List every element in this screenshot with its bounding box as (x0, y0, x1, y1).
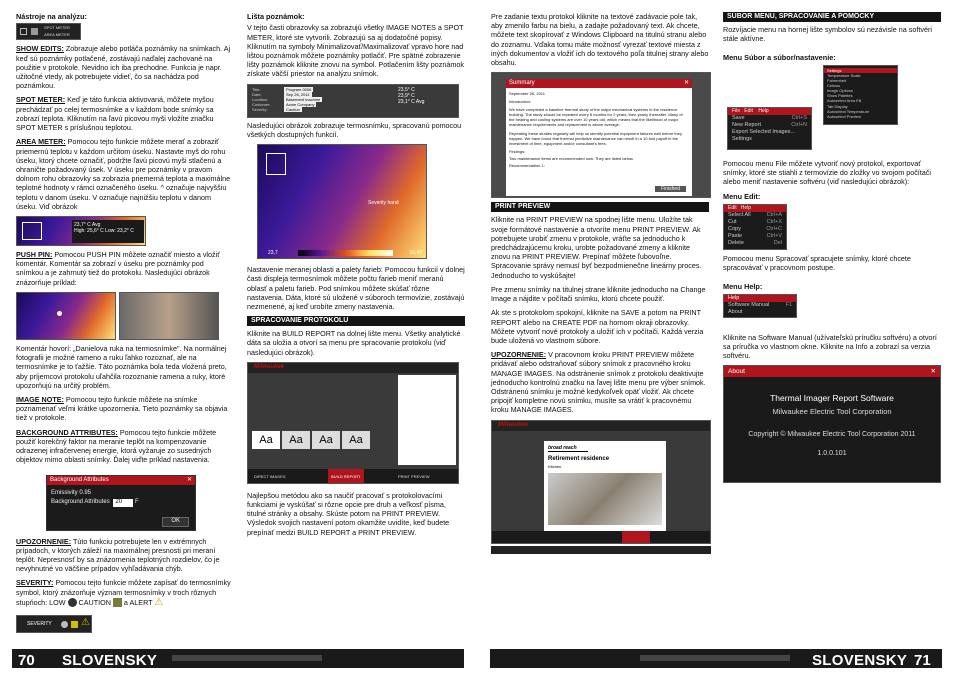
menubar (728, 108, 811, 115)
menu-item-label: Select All (728, 211, 751, 218)
font-option[interactable]: Aa (312, 431, 340, 449)
section-build-report: SPRACOVANIE PROTOKOLU (247, 316, 465, 326)
menu-item[interactable] (724, 240, 786, 247)
photo-hand-image (119, 292, 219, 340)
heading-edit: Menu Edit: (723, 192, 761, 202)
menu-item-shortcut: F1 (785, 301, 792, 308)
column-3 (491, 12, 709, 554)
page-number: 70 (18, 652, 35, 669)
area-readout: 23,7° C Avg High: 25,6° C Low: 23,2° C (72, 220, 144, 243)
language-label: SLOVENSKY (62, 652, 158, 669)
para-najlepsou: Najlepšou metódou ako sa naučiť pracovať s protokolovacími funkciami je vyskúšať si rôzne opcie pre druh a veľkosť písma, titulné stránky a obsahy. Skúste potom na PRINT PREVIEW. Výsledok svojich nastavení potom okamžite uvidíte, keď budete prepínať medzi BUILD REPORT a PRINT PREVIEW. (247, 490, 450, 537)
about-product: Thermal Imager Report Software (770, 393, 894, 404)
column-2 (247, 12, 465, 542)
footer-stripe (172, 655, 322, 661)
file-figures (723, 65, 941, 155)
para-severity: SEVERITY: Pomocou tejto funkcie môžete zapísať do termosnímky symbol, ktorý znázorňuje význam termosnímky v troch rôznych stupňoch: LOW CAUTION a ALERT ⚠ (16, 578, 231, 608)
settings-item[interactable]: Show Palettes (827, 93, 853, 99)
menu-item-shortcut: Del (773, 239, 782, 246)
notes-value: Program 0006 (286, 86, 312, 92)
background-attributes-dialog (46, 475, 196, 531)
menu-item[interactable] (728, 129, 811, 136)
para-save: Ak ste s protokolom spokojní, kliknite na SAVE a potom na PRINT REPORT alebo na CREATE PDF na hornom okraji obrazovky. Môžete vytvoriť nové protokoly a uložiť ich v počítači. Každá verzia bude uložená vo vlastnom súbore. (491, 308, 704, 345)
language-label: SLOVENSKY (812, 652, 908, 669)
background-value-input[interactable]: 20 (113, 499, 133, 507)
about-copyright: Copyright © Milwaukee Electric Tool Corporation 2011 (748, 430, 916, 438)
settings-menu (823, 65, 898, 125)
print-preview-button[interactable]: PRINT PREVIEW (398, 473, 430, 479)
notes-key: Date: (252, 91, 262, 97)
menu-item-label: Copy (728, 225, 741, 232)
notes-value: Caution (286, 107, 300, 113)
tool-label-spot: SPOT METER (44, 25, 70, 31)
menu-item-label: Help (728, 294, 740, 301)
scale-min: 23,7 (268, 249, 278, 256)
low-severity-icon (68, 598, 77, 607)
preview-photo (548, 473, 662, 525)
menu-item-label: Paste (728, 232, 743, 239)
menu-edit[interactable]: Edit (728, 204, 737, 211)
summary-screen (491, 72, 711, 198)
para-area-meter: AREA METER: Pomocou tejto funkcie môžete merať a zobraziť priemernú teplotu v každom určitom úseku. Nastavte myš do rohu úseku, ktorý chcete označiť, podržte ľavú picovú myši stlačenú a ohraničte požadovaný úsek. V úseku pre poznámky v pravom dolnom rohu obrazovky sa zobrazia priemerná teplota a maximálne teplotné hodnoty v rámci označeného úseku. ^ označuje najvyššiu teplotu v danom úseku. V označuje najnižšiu teplotu v danom úseku. Viď obrázok (16, 137, 231, 211)
menu-item[interactable] (724, 309, 796, 316)
menu-item-label: About (728, 308, 743, 315)
settings-item[interactable]: Tab Display (827, 103, 848, 109)
para-show-edits: SHOW EDITS: Zobrazuje alebo potláča poznámky na snímkach. Aj keď sú poznámky potlačené, zostávajú naďalej zachované na použitie v protokole. Nevidno ich iba prechodne. Funkcia je napr. užitočné vtedy, ak potrebujete vidieť, čo sa nachádza pod poznámkou. (16, 44, 231, 91)
page-number: 71 (914, 652, 931, 669)
figure-bar (491, 546, 711, 554)
bottom-menu (492, 531, 710, 543)
font-option[interactable]: Aa (342, 431, 370, 449)
bottom-menu (248, 469, 458, 483)
para-palety: Nastavenie meranej oblasti a palety farieb: Pomocou funkcií v dolnej časti displeja termosnímok môžete počtu farieb meniť meranú oblasť a paletu farieb. Pod snímkou môžete skúšať rôzne nastavenia. Dáta, ktoré sú uložené v súboroch termovízie, zostávajú nezmenené, aj keď urobíte zmeny nastavenia. (247, 265, 465, 311)
severity-toolbar (16, 615, 92, 633)
build-report-screen (247, 362, 459, 484)
annotated-thermal-figure (257, 144, 427, 259)
para-build: Kliknite na BUILD REPORT na dolnej lište menu. Všetky analytické dáta sa uložia a otvorí sa menu pre spracovanie protokolu (viď nasledujúci obrázok). (247, 329, 461, 357)
menu-item[interactable] (724, 212, 786, 219)
menu-help[interactable]: Help (758, 107, 769, 114)
notes-values: 23,5° C 23,9° C 23,1° C Avg (398, 86, 425, 106)
summary-body: September 26, 2011 Introduction: We have completed a baseline thermal study of the major mechanical systems in the residence building. The study should be repeated every 6 months for 2 years, then yearly thereafter. Many of the heating and cooling systems are over 10 years old, which means that the likelihood of major maintenance requirements and replacement is above average. Repeating these studies regularly will help us identify potential equipment failures well before they happen. We have found that thermal predictive maintenance can result in a 10-fold payoff in the investment of time, equipment and/or consultant's fees. Findings: Two maintenance items are recommended now. They are listed below. Recommendation 1: (506, 88, 692, 196)
para-edit: Pomocou menu Spracovať spracujete snímky, ktoré chcete spracovávať v pracovnom postupe. (723, 253, 911, 272)
settings-item[interactable]: Fahrenheit (827, 77, 847, 83)
alert-warning-icon: ⚠ (81, 616, 90, 628)
emissivity-label: Emissivity 0.95 (51, 489, 92, 496)
scale-max: 16,47 (409, 249, 422, 256)
about-dialog (723, 365, 941, 483)
heading-lista: Lišta poznámok: (247, 12, 305, 21)
brand-logo: Milwaukee (254, 363, 285, 370)
area-box (22, 222, 42, 240)
menu-edit[interactable]: Edit (744, 107, 753, 114)
menu-item-label: Cut (728, 218, 737, 225)
heading-file: Menu Súbor a súbor/nastavenie: (723, 53, 836, 63)
menu-item-shortcut: Ctrl+N (791, 121, 807, 128)
cover-preview (398, 375, 456, 465)
preview-logo: broad reach (548, 445, 588, 452)
caution-severity-icon (113, 598, 122, 607)
build-report-button[interactable]: BUILD REPORT (328, 469, 364, 483)
tools-toolbar (16, 23, 81, 40)
menu-item-label: Save (732, 114, 745, 121)
section-menus: SÚBOR MENU, SPRACOVANIE A POMÔCKY (723, 12, 941, 22)
heading-tools: Nástroje na analýzu: (16, 12, 87, 21)
heading-help: Menu Help: (723, 282, 763, 292)
menu-item-shortcut: Ctrl+S (791, 114, 807, 121)
close-icon[interactable]: ✕ (186, 476, 192, 483)
caution-severity-icon (71, 621, 78, 628)
settings-item[interactable]: Autoselect Area Fill (827, 98, 862, 104)
notes-key: Customer: (252, 101, 271, 107)
print-preview-screen (491, 420, 711, 544)
preview-subtitle: Kitchen (548, 463, 562, 469)
para-upozornenie-2: UPOZORNENIE: V pracovnom kroku PRINT PREVIEW môžete pridávať alebo odstraňovať súbory snímok z pracovného kroku MANAGE IMAGES. Na odstránenie snímok z protokolu deaktivujte jednoducho kontrolnú značku na ľavej lište menu pre výber snímok. Odstránenú snímku je možné kedykoľvek opäť vložiť. Ak chcete pripojiť kompletne novú snímku, musíte sa vrátiť k pracovnému kroku MANAGE IMAGES. (491, 350, 706, 415)
low-severity-icon (61, 621, 68, 628)
notes-value: Sep 26, 2011 (286, 91, 310, 97)
font-option[interactable]: Aa (282, 431, 310, 449)
menu-item-shortcut: Ctrl+A (766, 211, 782, 218)
area-box (266, 153, 286, 175)
menu-item-label: Export Selected Images... (732, 128, 795, 135)
settings-item[interactable]: Celsius (827, 83, 841, 89)
alert-warning-icon: ⚠ (154, 596, 164, 608)
notes-fields (252, 87, 352, 113)
menu-item[interactable] (728, 122, 811, 129)
close-icon[interactable]: ✕ (930, 368, 936, 376)
menu-item[interactable] (724, 295, 796, 302)
footer-left (12, 649, 464, 668)
print-preview-tab[interactable] (622, 531, 650, 543)
severity-label: Severity hand (368, 200, 399, 207)
para-menu-intro: Rozvíjacie menu na hornej lište symbolov sú nezávisle na softvéri stále aktívne. (723, 25, 932, 44)
palette-scale (298, 250, 393, 256)
pin-icon (57, 311, 62, 316)
menu-file[interactable]: File (732, 107, 741, 114)
thermal-hand-image (16, 292, 116, 340)
font-options (252, 431, 370, 449)
preview-page (544, 441, 666, 531)
summary-titlebar: Summary ✕ (506, 79, 692, 88)
para-push-pin: PUSH PIN: Pomocou PUSH PIN môžete označiť miesto a vložiť komentár. Komentár sa zobrazí v úseku pre poznámky pod snímkou a je zahrnutý tiež do protokolu. Nasledujúci obrázok znázorňuje príklad: (16, 250, 220, 287)
para-print: Kliknite na PRINT PREVIEW na spodnej lište menu. Uložíte tak svoje formátové nastavenie a otvoríte menu PRINT PREVIEW. Ak potrebujete urobiť zmenu v protokole, vráťte sa jednoducho k predchádzajúcemu kroku, urobte požadované zmeny a kliknite znovu na PRINT PREVIEW. Prepínať môžete ľubovoľne. Spracovanie správy nemusí byť bezpodmienečne lineárny proces. Jednoducho to vyskúšajte! (491, 215, 702, 280)
notes-value: Basement machine (286, 96, 321, 102)
about-version: 1.0.0.101 (817, 449, 847, 457)
para-upozornenie: UPOZORNENIE: Túto funkciu potrebujete len v extrémnych prípadoch, v ktorých záleží na maximálnej presnosti pri meraní teplôt. Nepresnosť by sa znázornenia teplotných rozdielov, čo je nevyhnutné vo väčšine prípadov vyhľadávania chýb. (16, 536, 220, 574)
column-1 (16, 12, 231, 633)
ok-button[interactable]: OK (162, 517, 189, 527)
para-comment: Komentár hovorí: „Danielova ruka na termosnímke". Na normálnej fotografii je možné rameno a ruku ľahko rozoznať, ale na termosnímke je to ťažšie. Táto poznámka bola teda vložená preto, aby príjemcovi protokolu uľahčila rozoznanie ramena a ruky, ktoré upozorňujú na určitý problém. (16, 343, 227, 390)
para-help: Kliknite na Software Manual (užívateľskú príručku softvéru) a otvorí sa príručka vo vlastnom okne. Kliknite na Info a zobrazí sa verzia softvéru. (723, 332, 937, 360)
para-intro: Pre zadanie textu protokol kliknite na textové zadávacie pole tak, aby zmenilo farbu na bielu, a zadajte požadovaný text. Ak chcete, môžete text skopírovať z Windows Clipboard na titulnú stranu alebo do zoznamu. Vďaka tomu máte možnosť vyrezať textové miesta z iných dokumentov a vložiť ich do textového poľa titulnej strany alebo obsahu. (491, 12, 709, 68)
menu-item-label: Delete (728, 239, 744, 246)
tool-icon (20, 28, 27, 35)
menu-help[interactable]: Help (740, 204, 752, 211)
about-company: Milwaukee Electric Tool Corporation (772, 407, 892, 417)
menubar (724, 205, 786, 212)
settings-item[interactable]: Autoselect Temperature (827, 108, 870, 114)
notes-row (252, 107, 352, 112)
settings-item: Settings (824, 68, 897, 73)
menu-item-shortcut: Ctrl+C (766, 225, 782, 232)
menu-item-shortcut: Ctrl+V (766, 232, 782, 239)
para-zmena: Pre zmenu snímky na titulnej strane kliknite jednoducho na Change Image a nájdite v počítači snímku, ktorú chcete použiť. (491, 284, 706, 304)
push-pin-figures (16, 292, 231, 340)
app-header (492, 421, 710, 431)
menu-item-label: Software Manual (728, 301, 770, 308)
column-4 (723, 12, 941, 483)
settings-item[interactable]: Autoselect Preview (827, 113, 862, 119)
notes-key: Location: (252, 96, 269, 102)
page-71 (477, 0, 954, 677)
menu-item[interactable] (728, 136, 811, 143)
settings-item[interactable]: Image Options (827, 88, 854, 94)
brand-logo: Milwaukee (498, 421, 529, 428)
notes-bar-figure (247, 84, 459, 118)
finished-button[interactable]: Finished (655, 186, 686, 192)
menu-item-shortcut: Ctrl+X (766, 218, 782, 225)
para-after-notes: Nasledujúci obrázok zobrazuje termosnímku, spracovanú pomocou všetkých dostupných funkcií. (247, 120, 462, 139)
para-file: Pomocou menu File môžete vytvoriť nový protokol, exportovať snímky, ktoré ste stiahli z termovízie do zložky vo svojom počítači alebo meniť nastavenie softvéru (viď nasledujúci obrázok): (723, 158, 931, 187)
tool-label-area: AREA METER (44, 32, 70, 38)
preview-title: Retirement residence (548, 456, 610, 463)
about-titlebar: About ✕ (724, 366, 940, 377)
edit-menu (723, 204, 787, 250)
menu-item-label: Settings (732, 135, 752, 142)
help-menu (723, 294, 797, 318)
section-print-preview: PRINT PREVIEW (491, 202, 709, 212)
para-lista: V tejto časti obrazovky sa zobrazujú všetky IMAGE NOTES a SPOT METER, ktoré ste vytvorili. Zobrazujú sa aj dodatočné popisy. Kliknutím na symboly Minimalizovať/Maximalizovať vpravo hore nad lištou poznámok môžete poznámky potlačiť. Pre spätné zobrazenie lišty poznámok kliknite znovu na symbol. Potlačením lišty poznámok získate väčší priestor na analýzu snímok. (247, 23, 464, 79)
para-background: BACKGROUND ATTRIBUTES: Pomocou tejto funkcie môžete použiť korekčný faktor na meranie teplôt na kompenzovanie odrazenej infračervenej energie, ktorá vyžaruje zo susedných objektov mimo oblasti snímky. Ďalej viďte príklad nastavenia. (16, 427, 217, 465)
menu-item[interactable] (724, 233, 786, 240)
menu-item-label: New Report (732, 121, 762, 128)
para-spot-meter: SPOT METER: Keď je táto funkcia aktivovaná, môžete myšou prechádzať po celej termosnímke a v každom bode snímky sa zobrazí teplota. Kliknutím na ľavú picovou myši vložíte značku SPOT METER s príslušnou teplotou. (16, 95, 214, 133)
file-menu (727, 107, 812, 150)
area-meter-figure (16, 216, 146, 246)
footer-right (490, 649, 942, 668)
font-option[interactable]: Aa (252, 431, 280, 449)
severity-button[interactable]: SEVERITY (27, 620, 52, 627)
settings-item[interactable]: Temperature Scale (827, 72, 861, 78)
notes-key: Severity: (252, 107, 268, 113)
app-header (248, 363, 458, 373)
background-row: Background Attributes 20 F (51, 499, 139, 506)
menu-item[interactable] (724, 219, 786, 226)
manage-images-button[interactable]: DIRECT IMAGES (254, 473, 286, 479)
dialog-titlebar: Background Attributes ✕ (47, 476, 195, 485)
notes-value: Acme Company (286, 101, 315, 107)
menu-item[interactable] (728, 115, 811, 122)
menu-item[interactable] (724, 302, 796, 309)
notes-key: Title: (252, 86, 261, 92)
footer-stripe (640, 655, 790, 661)
para-image-note: IMAGE NOTE: Pomocou tejto funkcie môžete na snímke poznamenať veľmi krátke upozornenia. Tieto poznámky sa objavia tiež v protokole. (16, 395, 228, 423)
menu-item[interactable] (724, 226, 786, 233)
close-icon[interactable]: ✕ (683, 80, 689, 87)
tool-icon (31, 28, 38, 35)
